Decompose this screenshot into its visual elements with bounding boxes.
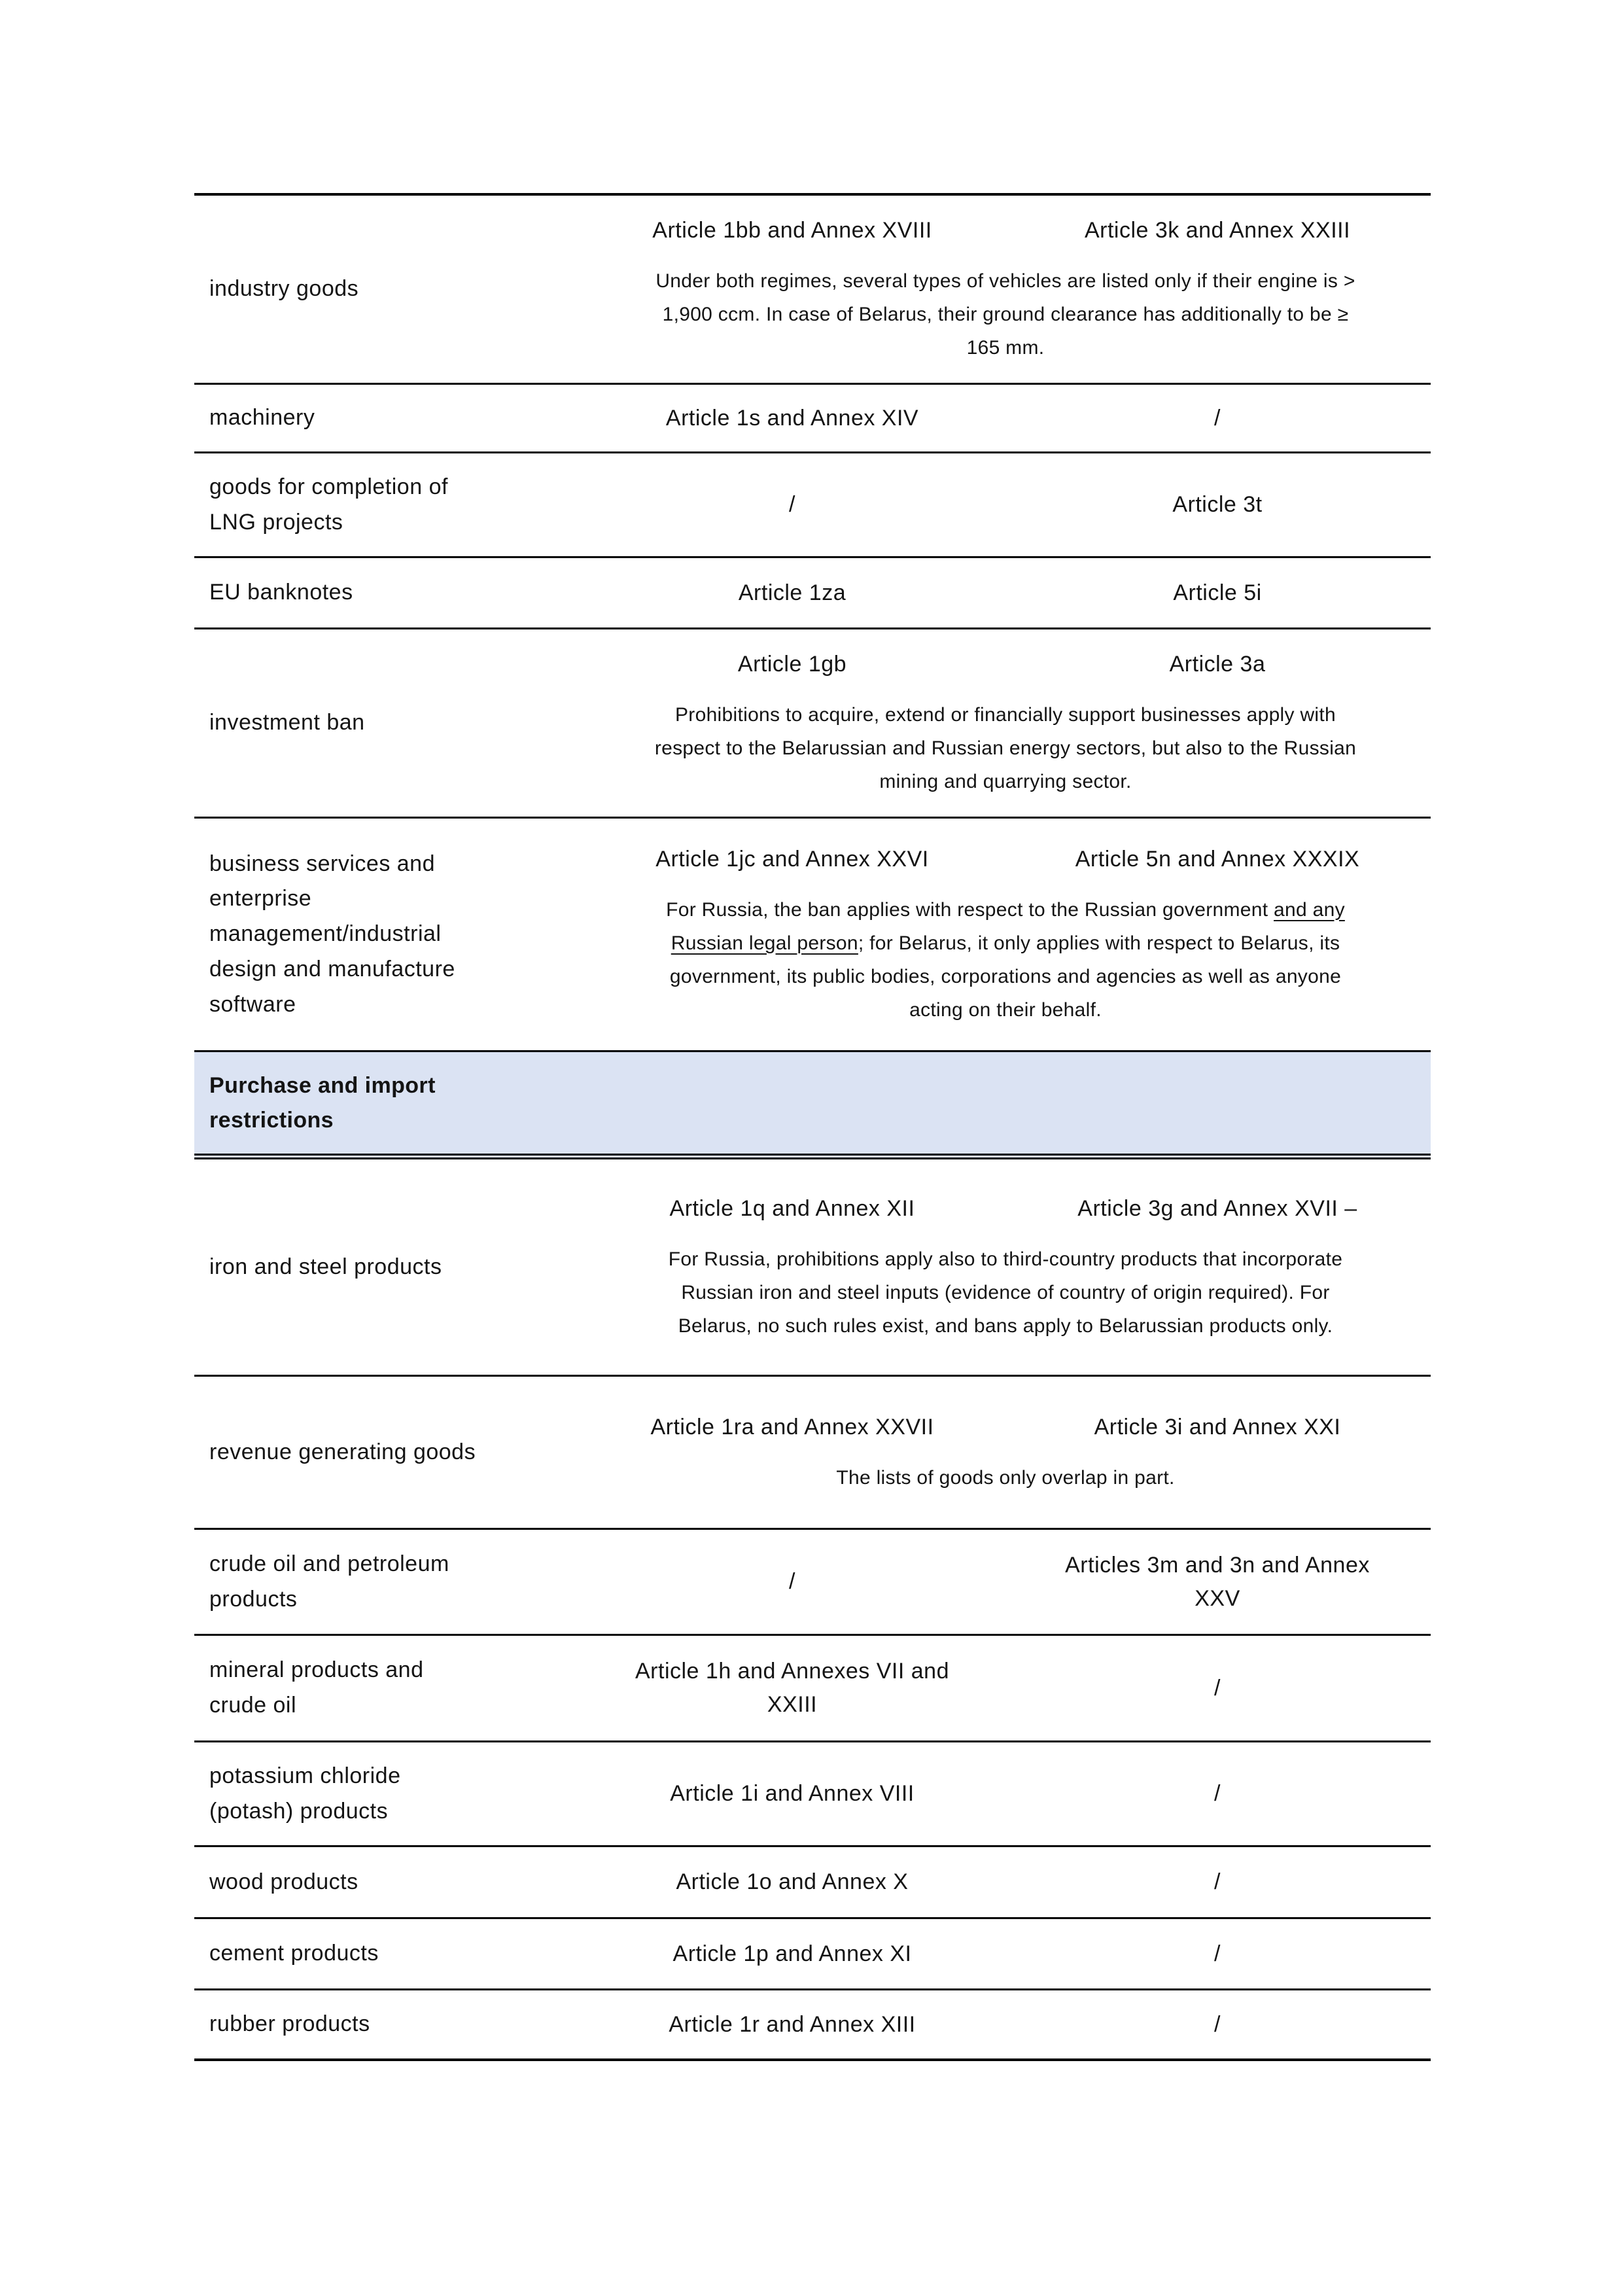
note-text: The lists of goods only overlap in part. — [836, 1466, 1175, 1489]
russia-article: Article 1q and Annex XII — [669, 1195, 915, 1221]
section-title: Purchase and import restrictions — [209, 1072, 436, 1133]
belarus-article: Article 5i — [1173, 580, 1262, 605]
note-segment: For Russia, the ban applies with respect to the Russian government — [666, 898, 1274, 921]
category-cell: mineral products and crude oil — [209, 1657, 424, 1718]
sanctions-comparison-table — [194, 193, 1431, 2061]
category-cell: industry goods — [209, 276, 359, 302]
row-business-services — [194, 819, 1431, 1052]
category-cell: wood products — [209, 1869, 358, 1894]
russia-article: Article 1i and Annex VIII — [670, 1781, 915, 1806]
note-text — [652, 893, 1359, 1027]
articles-block — [580, 1392, 1431, 1513]
belarus-article: Article 3a — [1169, 652, 1266, 677]
category-cell: revenue generating goods — [209, 1439, 476, 1464]
articles-block — [580, 196, 1431, 383]
russia-article: Article 1o and Annex X — [676, 1869, 909, 1894]
belarus-article: / — [1214, 405, 1221, 431]
category-cell: potassium chloride (potash) products — [209, 1763, 401, 1824]
category-cell: cement products — [209, 1941, 379, 1966]
row-machinery — [194, 385, 1431, 453]
category-cell: EU banknotes — [209, 580, 353, 605]
belarus-article: Article 5n and Annex XXXIX — [1075, 846, 1360, 872]
belarus-article: Article 3k and Annex XXIII — [1084, 218, 1351, 243]
row-eu-banknotes — [194, 558, 1431, 629]
row-revenue-goods — [194, 1377, 1431, 1530]
russia-article: Article 1h and Annexes VII and XXIII — [635, 1659, 949, 1717]
belarus-article: Article 3i and Annex XXI — [1094, 1414, 1341, 1439]
russia-article: Article 1gb — [737, 652, 847, 677]
section-header-purchase-import — [194, 1052, 1431, 1159]
russia-article: Article 1ra and Annex XXVII — [650, 1414, 934, 1439]
category-cell: crude oil and petroleum products — [209, 1551, 449, 1612]
belarus-article: Article 3t — [1172, 492, 1263, 517]
category-cell: business services and enterprise management/⁠industrial design and manufacture software — [209, 851, 455, 1017]
row-rubber-products — [194, 1990, 1431, 2061]
articles-line — [580, 1192, 1431, 1226]
row-industry-goods — [194, 196, 1431, 385]
category-cell: rubber products — [209, 2011, 370, 2037]
note-segment: ; for Belarus, it only applies with respect to Belarus, its government, its public bodies, corporations and agencies as well as anyone acting on their behalf. — [669, 932, 1342, 1021]
articles-block — [580, 629, 1431, 817]
russia-article: Article 1za — [738, 580, 846, 605]
row-crude-oil-petroleum — [194, 1530, 1431, 1636]
belarus-article: / — [1214, 1869, 1221, 1894]
category-cell: machinery — [209, 405, 315, 431]
belarus-article: / — [1214, 1941, 1221, 1966]
articles-line — [580, 214, 1431, 247]
articles-block — [580, 1174, 1431, 1361]
russia-article: Article 1bb and Annex XVIII — [652, 218, 932, 243]
category-cell: goods for completion of LNG projects — [209, 474, 448, 535]
articles-line — [580, 843, 1431, 876]
belarus-article: / — [1214, 2011, 1221, 2037]
russia-article: Article 1p and Annex XI — [672, 1941, 912, 1966]
belarus-article: / — [1214, 1781, 1221, 1806]
russia-article: / — [789, 1569, 795, 1594]
belarus-article: Article 3g and Annex XVII – — [1077, 1195, 1357, 1221]
articles-line — [580, 1411, 1431, 1444]
row-lng-goods — [194, 453, 1431, 558]
category-cell: investment ban — [209, 710, 365, 735]
articles-block — [580, 824, 1431, 1045]
note-underlined-segment: and any Russian legal person — [671, 898, 1345, 954]
russia-article: Article 1s and Annex XIV — [665, 405, 919, 431]
russia-article: Article 1jc and Annex XXVI — [655, 846, 929, 872]
belarus-article: Articles 3m and 3n and Annex XXV — [1065, 1552, 1370, 1611]
row-cement-products — [194, 1919, 1431, 1990]
articles-line — [580, 648, 1431, 681]
row-potash — [194, 1742, 1431, 1847]
note-text: For Russia, prohibitions apply also to third-country products that incorporate Russian iron and steel inputs (evidence of country of origin required). For Belarus, no such rules exist, and bans apply to Belarussian products only. — [668, 1248, 1343, 1337]
row-investment-ban — [194, 629, 1431, 819]
russia-article: Article 1r and Annex XIII — [669, 2011, 916, 2037]
row-mineral-products — [194, 1636, 1431, 1742]
row-wood-products — [194, 1847, 1431, 1919]
belarus-article: / — [1214, 1675, 1221, 1701]
note-text: Under both regimes, several types of vehicles are listed only if their engine is > 1,900 ccm. In case of Belarus, their ground clearance has additionally to be ≥ 165 mm. — [655, 270, 1355, 359]
category-cell: iron and steel products — [209, 1254, 442, 1279]
note-text: Prohibitions to acquire, extend or financially support businesses apply with respect to the Belarussian and Russian energy sectors, but also to the Russian mining and quarrying sector. — [654, 704, 1357, 792]
row-iron-steel — [194, 1159, 1431, 1377]
russia-article: / — [789, 492, 795, 517]
